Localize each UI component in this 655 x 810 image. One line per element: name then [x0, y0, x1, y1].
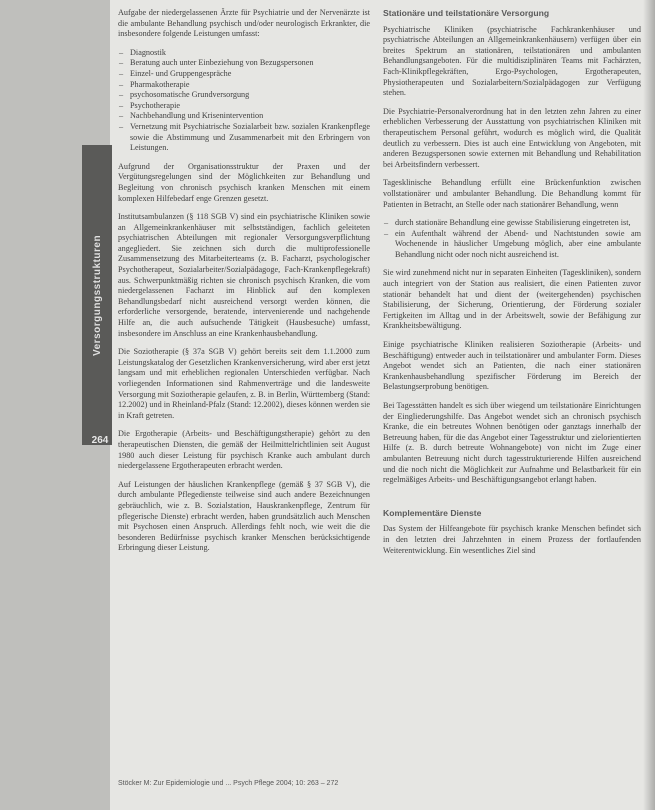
paragraph: Die Ergotherapie (Arbeits- und Beschäftigungstherapie) gehört zu den therapeutischen Diensten, die gemäß der Heilmittelrichtlinien seit August 1980 auch dieser Leistung für psychisch Kranke auch ambulant durch niedergelassene Ergotherapeuten erbracht werden. — [118, 429, 370, 471]
list-item: – Diagnostik — [130, 48, 370, 59]
paragraph: Bei Tagesstätten handelt es sich über wiegend um teilstationäre Einrichtungen der Eingliederungshilfe. Das Angebot wendet sich an chronisch psychisch Kranke, die ein betreutes Wohnen benötigen oder ganztags innerhalb der Betreuung haben, für die das Angebot einer Tagesstruktur und zielorientierten Hilfe (z. B. durch betreute Wohnangebote) von nicht im Zuge einer ambulanten Betreuung nicht durch tagesstrukturierende Hilfen ausreichend und die noch nicht die Möglichkeit zur Aufnahme und Belastbarkeit für ein regelmäßiges Arbeits- und Beschäftigungsangebot erlangt haben. — [383, 401, 641, 485]
left-column — [118, 8, 370, 562]
criteria-list — [383, 218, 641, 260]
paragraph: Das System der Hilfeangebote für psychisch kranke Menschen befindet sich in den letzten drei Jahrzehnten in einem Prozess der fortlaufenden Weiterentwicklung. Ein wesentliches Ziel sind — [383, 524, 641, 555]
services-list — [118, 48, 370, 154]
list-item: – durch stationäre Behandlung eine gewisse Stabilisierung eingetreten ist, — [395, 218, 641, 229]
section-heading: Komplementäre Dienste — [383, 507, 482, 518]
paragraph: Institutsambulanzen (§ 118 SGB V) sind ein psychiatrische Kliniken sowie an Allgemeinkrankenhäuser mit selbstständigen, fachlich geleiteten psychiatrischen Abteilungen mit regionaler Versorgungsverpflichtung angegliedert. Sie zeichnen sich durch die multiprofessionelle Zusammensetzung des Mitarbeiterteams (z. B. Facharzt, psychologischer Psychotherapeut, Sozialarbeiter/Sozialpädagoge, Fach-Krankenpflegekraft) aus. Schwerpunktmäßig richten sie chronisch psychisch Kranken, die vom niedergelassenen Facharzt im Hinblick auf den komplexen Behandlungsbedarf nicht ausreichend versorgt werden können, die erforderliche versorgende, beratende, intervenierende und nachgehende Hilfe an, die auch aufsuchende Tätigkeit (Hausbesuche) umfasst, insbesondere im Anschluss an eine Krankenhausbehandlung. — [118, 212, 370, 338]
paragraph: Die Soziotherapie (§ 37a SGB V) gehört bereits seit dem 1.1.2000 zum Leistungskatalog der Gesetzlichen Krankenversicherung, wird aber erst jetzt langsam und mit erheblichen regionalen Unterschieden verfügbar. Nach vorliegenden Informationen sind Rahmenverträge und die landesweite Versorgung mit Soziotherapie gelaufen, z. B. in Berlin, Württemberg (Stand: 12.2002) und in Rheinland-Pfalz (Stand: 12.2002), dieses können werden sie in Kraft getreten. — [118, 347, 370, 420]
paragraph: Auf Leistungen der häuslichen Krankenpflege (gemäß § 37 SGB V), die durch ambulante Pflegedienste teilweise sind auch andere Bezeichnungen gebräuchlich, wie z. B. Sozialstation, Hauskrankenpflege, Zentrum für pflegerische Dienste) erbracht werden, haben grundsätzlich auch Menschen mit Psychosen einen Anspruch. Allerdings fehlt noch, wie weit die die besonderen Bedürfnisse psychisch kranker Menschen berücksichtigende Erbringung dieser Leistung. — [118, 479, 370, 553]
page-number: 264 — [91, 435, 109, 446]
paragraph: Psychiatrische Kliniken (psychiatrische Fachkrankenhäuser und psychiatrische Abteilungen an Allgemeinkrankenhäusern) verfügen über ein breites Spektrum an stationären, teilstationären und ambulanten Behandlungsangeboten. Für die multidisziplinären Teams mit Fachärzten, Fach-Klinikpflegekräften, Ergo-Psychologen, Ergotherapeuten, Physiotherapeuten und Sozialarbeitern/Sozialpädagogen zur Verfügung stehen. — [383, 24, 641, 98]
section-heading: Stationäre und teilstationäre Versorgung — [383, 8, 550, 18]
list-item: – psychosomatische Grundversorgung — [130, 90, 370, 101]
right-column — [383, 8, 641, 564]
list-item: – Einzel- und Gruppengespräche — [130, 69, 370, 80]
list-item: – Pharmakotherapie — [130, 80, 370, 91]
paragraph: Einige psychiatrische Kliniken realisieren Soziotherapie (Arbeits- und Beschäftigung) entweder auch in teilstationärer und ambulanter Form. Dieses Angebot wendet sich an Patienten, die nach einer stationären Krankenhausbehandlung spezifischer Förderung im Bereich der Belastungserprobung benötigen. — [383, 340, 641, 392]
paragraph: Sie wird zunehmend nicht nur in separaten Einheiten (Tageskliniken), sondern auch integriert von der Station aus realisiert, die einen Patienten zuvor stationär behandelt hat und dient der (weitergehenden) psychischen Stabilisierung, der Sicherung, Orientierung, der Förderung sozialer Fertigkeiten im Alltag und in der Arbeitswelt, sowie der Befähigung zur Krankheitsbewältigung. — [383, 268, 641, 331]
paragraph: Aufgrund der Organisationsstruktur der Praxen und der Vergütungsregelungen sind der Möglichkeiten zur Behandlung und Begleitung von chronisch psychisch kranken Menschen mit einem komplexen Hilfebedarf enge Grenzen gesetzt. — [118, 161, 370, 203]
footer-citation: Stöcker M: Zur Epidemiologie und ... Psych Pflege 2004; 10: 263 – 272 — [118, 780, 339, 787]
list-item: – Psychotherapie — [130, 101, 370, 112]
list-item: – ein Aufenthalt während der Abend- und Nachtstunden sowie am Wochenende in häuslicher Umgebung möglich, aber eine ambulante Behandlung nicht oder noch nicht ausreichend ist. — [395, 229, 641, 261]
section-title: Versorgungsstrukturen — [92, 234, 103, 356]
paragraph: Tagesklinische Behandlung erfüllt eine Brückenfunktion zwischen vollstationärer und ambulanter Behandlung. Die Behandlung kommt für Patienten in Betracht, an Stelle oder nach stationärer Behandlung, wenn — [383, 178, 641, 209]
list-item: – Vernetzung mit Psychiatrische Sozialarbeit bzw. sozialen Krankenpflege sowie die Abstimmung und Zusammenarbeit mit den Erbringern von Leistungen. — [130, 122, 370, 154]
list-item: – Nachbehandlung und Krisenintervention — [130, 111, 370, 122]
paragraph: Die Psychiatrie-Personalverordnung hat in den letzten zehn Jahren zu einer erheblichen Verbesserung der Ausstattung von psychiatrischen Kliniken mit therapeutischem Personal geführt, wodurch es möglich wird, die Qualität deutlich zu verbessern. Dies ist auch eine Entwicklung von Angeboten, mit anderen Bezugspersonen sowie externen mit Behandlung und Rehabilitation bei Arbeitsfindern verbessert. — [383, 106, 641, 169]
page-edge-shadow — [643, 0, 655, 810]
paragraph: Aufgabe der niedergelassenen Ärzte für Psychiatrie und der Nervenärzte ist die ambulante Behandlung psychisch und/oder neurologisch Erkrankter, die insbesondere folgende Leistungen umfasst: — [118, 8, 370, 39]
list-item: – Beratung auch unter Einbeziehung von Bezugspersonen — [130, 58, 370, 69]
